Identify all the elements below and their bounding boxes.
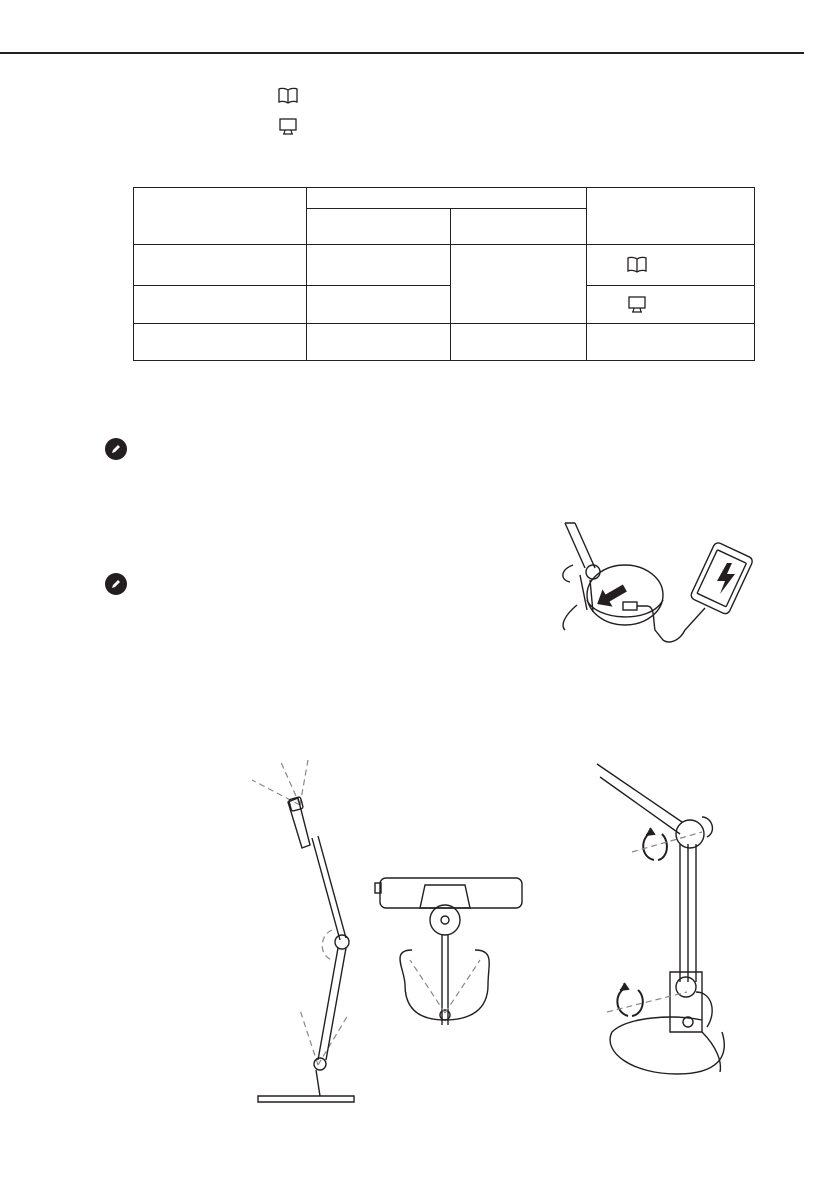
table-cell <box>307 324 451 361</box>
table-cell <box>134 324 307 361</box>
rotate-arrow-icon <box>643 828 667 860</box>
header-cell <box>451 209 587 245</box>
note-icon-1 <box>105 438 127 460</box>
mode-table <box>133 187 755 361</box>
usb-charging-figure <box>555 520 765 655</box>
arm-adjust-figure <box>240 760 360 1105</box>
rotate-arrow-icon <box>617 983 642 1016</box>
header-cell <box>307 188 587 209</box>
note-icon-2 <box>105 573 127 595</box>
joint-rotate-figure <box>592 762 752 1092</box>
monitor-icon <box>279 118 297 135</box>
table-cell <box>134 286 307 324</box>
lightning-icon <box>717 563 735 594</box>
book-icon <box>278 87 298 105</box>
arrow-icon <box>592 579 630 612</box>
table-row <box>134 245 755 286</box>
table-cell <box>451 324 587 361</box>
monitor-icon <box>628 296 646 313</box>
head-adjust-figure <box>370 875 530 1030</box>
header-rule <box>0 52 811 54</box>
table-cell <box>587 324 755 361</box>
table-cell <box>587 286 755 324</box>
header-cell <box>307 209 451 245</box>
pencil-note-icon <box>110 578 122 590</box>
table-cell <box>451 245 587 324</box>
header-cell <box>587 188 755 245</box>
table-cell <box>307 245 451 286</box>
book-icon <box>627 256 647 274</box>
legend-book <box>278 87 298 105</box>
page-tab <box>804 0 839 54</box>
table-cell <box>134 245 307 286</box>
table-cell <box>307 286 451 324</box>
table-row <box>134 286 755 324</box>
pencil-note-icon <box>110 443 122 455</box>
table-cell <box>587 245 755 286</box>
legend-monitor <box>279 118 297 135</box>
table-row <box>134 324 755 361</box>
header-cell <box>134 188 307 245</box>
